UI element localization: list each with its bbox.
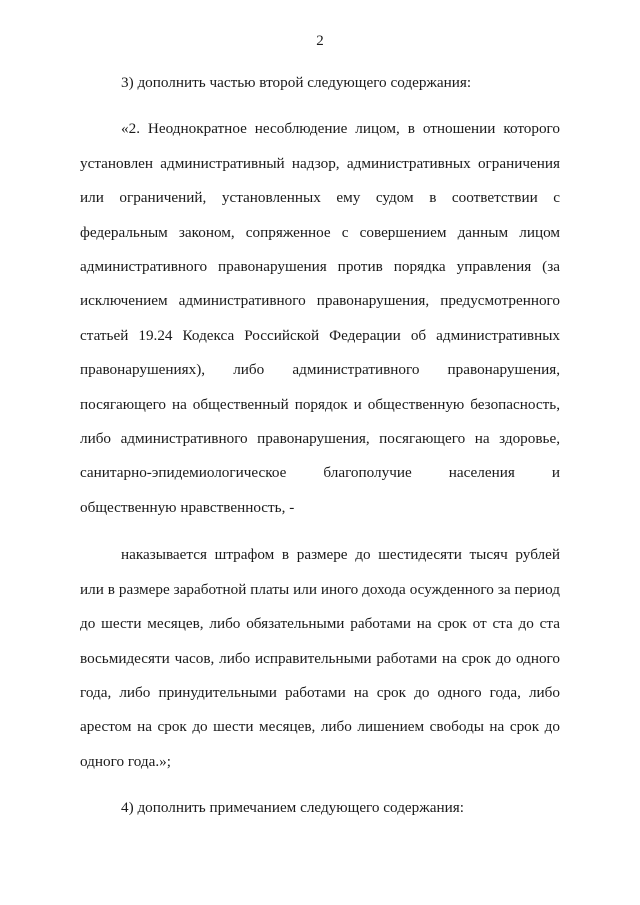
paragraph-item-3: 3) дополнить частью второй следующего содержания: — [121, 74, 472, 91]
paragraph-item-4: 4) дополнить примечанием следующего содержания: — [121, 799, 464, 817]
paragraph-part-2-text: «2. Неоднократное несоблюдение лицом, в отношении которого установлен административный надзор, административных ограничения или ограничений, установленных ему судом в соответствии с федеральным законом, сопряженное с совершением данным лицом административного правонарушения против порядка управления (за исключением административного правонарушения, предусмотренного статьей 19.24 Кодекса Российской Федерации об административных правонарушениях), либо административного правонарушения, посягающего на общественный порядок и общественную безопасность, либо административного правонарушения, посягающего на здоровье, санитарно-эпидемиологическое благополучие населения и общественную нравственность, - — [80, 120, 560, 516]
page-number: 2 — [316, 33, 324, 49]
document-body — [80, 66, 560, 838]
paragraph-sanction: наказывается штрафом в размере до шестидесяти тысяч рублей или в размере заработной платы или иного дохода осужденного за период до шести месяцев, либо обязательными работами на срок от ста до ста восьмидесяти часов, либо исправительными работами на срок до одного года, либо принудительными работами на срок до одного года, либо арестом на срок до шести месяцев, либо лишением свободы на срок до одного года.»; — [80, 546, 560, 770]
